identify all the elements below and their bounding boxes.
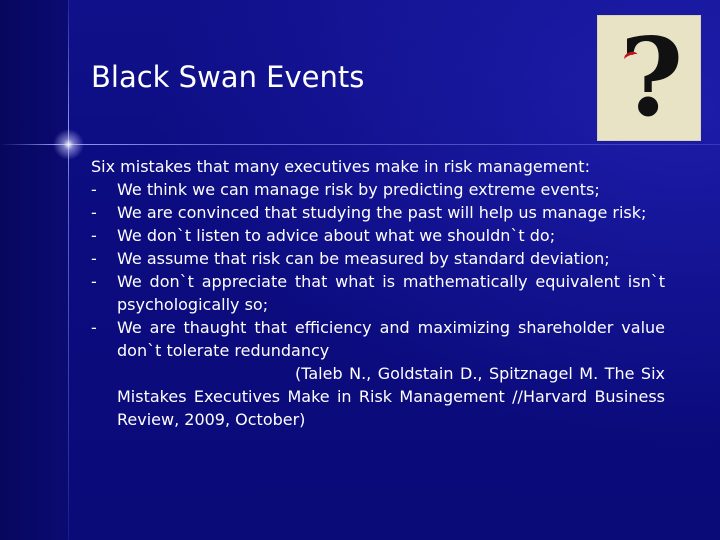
list-item <box>91 316 665 362</box>
slide-body <box>91 155 665 431</box>
list-item-text: We think we can manage risk by predicting extreme events; <box>117 180 600 199</box>
list-item-text: We are convinced that studying the past will help us manage risk; <box>117 203 647 222</box>
citation <box>91 362 665 431</box>
left-band-decoration <box>0 0 68 540</box>
citation-text: (Taleb N., Goldstain D., Spitznagel M. The Six Mistakes Executives Make in Risk Management //Harvard Business Review, 2009, October) <box>117 364 665 429</box>
list-item-text: We assume that risk can be measured by standard deviation; <box>117 249 610 268</box>
bullet-dash: - <box>91 249 97 268</box>
list-item <box>91 178 665 201</box>
bullet-dash: - <box>91 226 97 245</box>
light-flare-decoration <box>53 129 84 160</box>
question-mark-glyph: ? <box>620 15 684 141</box>
list-item-text: We are thaught that efficiency and maximizing shareholder value don`t tolerate redundancy <box>117 318 665 360</box>
list-item-text: We don`t appreciate that what is mathematically equivalent isn`t psychologically so; <box>117 272 665 314</box>
list-item <box>91 270 665 316</box>
list-item-text: We don`t listen to advice about what we shouldn`t do; <box>117 226 556 245</box>
question-mark-icon <box>597 15 701 141</box>
list-item <box>91 247 665 270</box>
horizontal-rule-decoration <box>0 144 720 145</box>
vertical-rule-decoration <box>68 0 69 540</box>
list-item <box>91 201 665 224</box>
bullet-dash: - <box>91 272 97 291</box>
bullet-dash: - <box>91 318 97 337</box>
slide-title: Black Swan Events <box>91 60 365 94</box>
bullet-dash: - <box>91 203 97 222</box>
bullet-dash: - <box>91 180 97 199</box>
intro-text: Six mistakes that many executives make in risk management: <box>91 157 590 176</box>
list-item <box>91 224 665 247</box>
